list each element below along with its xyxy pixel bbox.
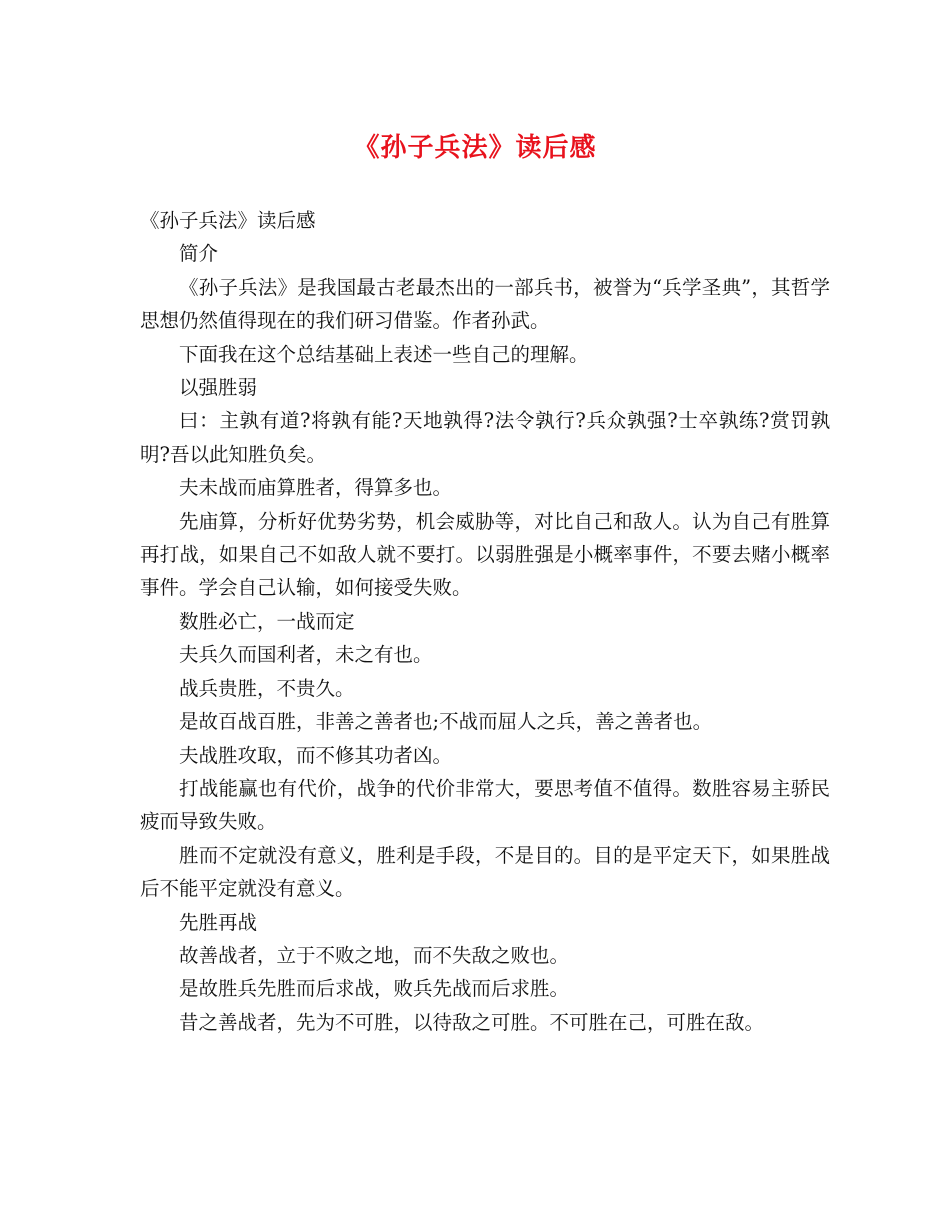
paragraph: 打战能赢也有代价，战争的代价非常大，要思考值不值得。数胜容易主骄民疲而导致失败。 xyxy=(140,776,830,834)
paragraph: 下面我在这个总结基础上表述一些自己的理解。 xyxy=(179,342,589,366)
section-heading: 以强胜弱 xyxy=(179,376,258,400)
paragraph: 是故百战百胜，非善之善者也;不战而屈人之兵，善之善者也。 xyxy=(179,710,713,734)
paragraph: 夫战胜攻取，而不修其功者凶。 xyxy=(179,743,453,767)
paragraph: 曰：主孰有道?将孰有能?天地孰得?法令孰行?兵众孰强?士卒孰练?赏罚孰明?吾以此知胜负矣。 xyxy=(140,409,830,466)
paragraph: 胜而不定就没有意义，胜利是手段，不是目的。目的是平定天下，如果胜战后不能平定就没有意义。 xyxy=(140,843,830,901)
section-heading-intro: 简介 xyxy=(179,242,219,266)
paragraph: 故善战者，立于不败之地，而不失敌之败也。 xyxy=(179,943,570,967)
paragraph-subtitle: 《孙子兵法》读后感 xyxy=(140,209,316,232)
paragraph: 战兵贵胜，不贵久。 xyxy=(179,676,355,700)
paragraph: 《孙子兵法》是我国最古老最杰出的一部兵书，被誉为“兵学圣典”，其哲学思想仍然值得现在的我们研习借鉴。作者孙武。 xyxy=(140,275,830,333)
paragraph: 昔之善战者，先为不可胜，以待敌之可胜。不可胜在己，可胜在敌。 xyxy=(179,1010,765,1034)
paragraph: 夫兵久而国利者，未之有也。 xyxy=(179,643,433,667)
section-heading: 先胜再战 xyxy=(179,910,258,934)
paragraph: 夫未战而庙算胜者，得算多也。 xyxy=(179,476,453,500)
section-heading: 数胜必亡，一战而定 xyxy=(179,609,355,633)
paragraph: 先庙算，分析好优势劣势，机会威胁等，对比自己和敌人。认为自己有胜算再打战，如果自己不如敌人就不要打。以弱胜强是小概率事件，不要去赌小概率事件。学会自己认输，如何接受失败。 xyxy=(140,509,830,600)
document-title: 《孙子兵法》读后感 xyxy=(353,133,597,163)
paragraph: 是故胜兵先胜而后求战，败兵先战而后求胜。 xyxy=(179,977,570,1001)
document-body xyxy=(140,204,830,1039)
